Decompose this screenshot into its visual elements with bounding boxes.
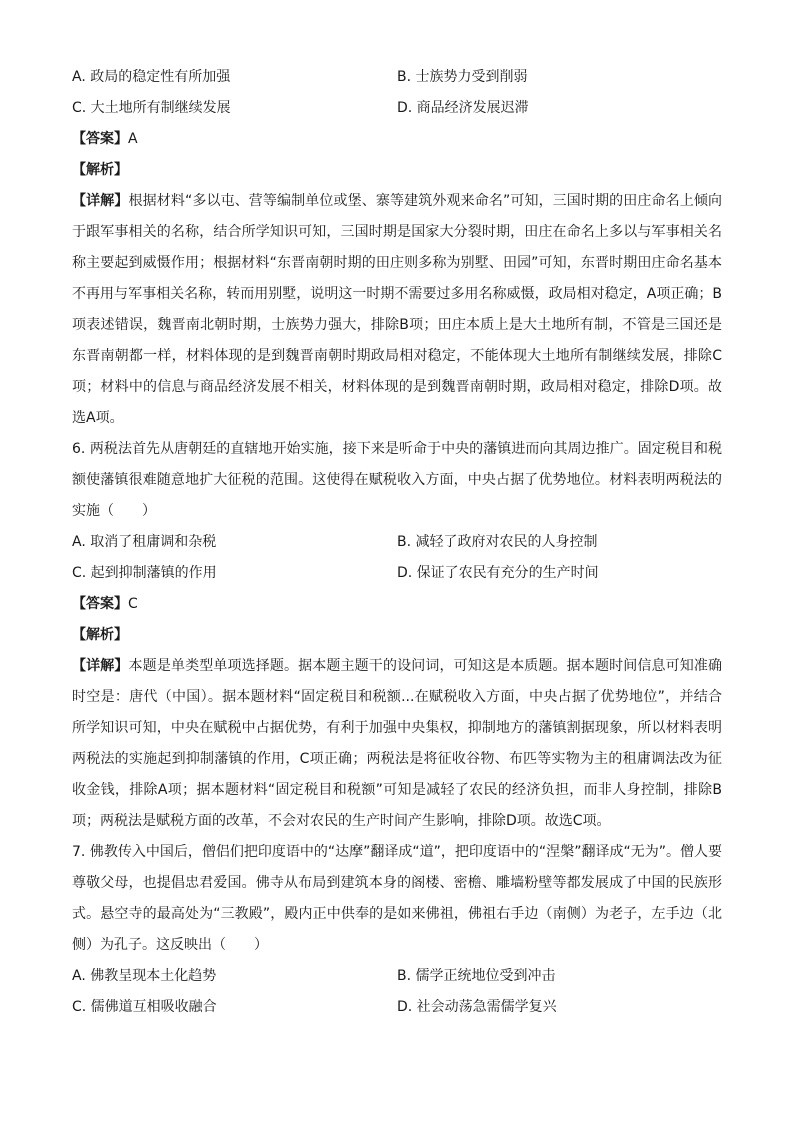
q5-options-row-1 <box>72 62 722 93</box>
q7-options-row-1 <box>72 961 722 992</box>
q6-option-c: C. 起到抑制藩镇的作用 <box>72 565 217 581</box>
q5-option-c: C. 大土地所有制继续发展 <box>72 100 231 116</box>
q5-answer-line <box>72 124 722 155</box>
q6-option-d: D. 保证了农民有充分的生产时间 <box>397 565 599 581</box>
q6-answer-value: C <box>128 596 138 612</box>
q5-option-b: B. 士族势力受到削弱 <box>397 69 528 85</box>
q5-answer-tag: 【答案】 <box>72 131 128 147</box>
q6-options-row-1 <box>72 527 722 558</box>
q6-options-row-2 <box>72 558 722 589</box>
q5-answer-value: A <box>128 131 138 147</box>
q6-option-a: A. 取消了租庸调和杂税 <box>72 534 217 550</box>
document-page <box>72 62 722 1023</box>
q7-option-b: B. 儒学正统地位受到冲击 <box>397 968 556 984</box>
q7-options-row-2 <box>72 992 722 1023</box>
q6-analysis-tag: 【解析】 <box>72 627 128 643</box>
q7-stem: 7. 佛教传入中国后，僧侣们把印度语中的“达摩”翻译成“道”，把印度语中的“涅槃”翻译成“无为”。僧人要尊敬父母，也提倡忠君爱国。佛寺从布局到建筑本身的阁楼、密檐、雕墙粉壁等都发展成了中国的民族形式。悬空寺的最高处为“三教殿”，殿内正中供奉的是如来佛祖，佛祖右手边（南侧）为老子，左手边（北侧）为孔子。这反映出（ ） <box>72 844 722 953</box>
q7-option-d: D. 社会动荡急需儒学复兴 <box>397 999 557 1015</box>
q6-detail-tag: 【详解】 <box>72 658 129 674</box>
q5-analysis-tag: 【解析】 <box>72 162 128 178</box>
q5-options-row-2 <box>72 93 722 124</box>
q5-detail-text: 根据材料“多以屯、营等编制单位或堡、寨等建筑外观来命名”可知，三国时期的田庄命名上倾向于跟军事相关的名称，结合所学知识可知，三国时期是国家大分裂时期，田庄在命名上多以与军事相关名称主要起到威慑作用；根据材料“东晋南朝时期的田庄则多称为别墅、田园”可知，东晋时期田庄命名基本不再用与军事相关名称，转而用别墅，说明这一时期不需要过多用名称威慑，政局相对稳定，A项正确；B项表述错误，魏晋南北朝时期，士族势力强大，排除B项；田庄本质上是大土地所有制，不管是三国还是东晋南朝都一样，材料体现的是到魏晋南朝时期政局相对稳定，不能体现大土地所有制继续发展，排除C项；材料中的信息与商品经济发展不相关，材料体现的是到魏晋南朝时期，政局相对稳定，排除D项。故选A项。 <box>72 193 722 426</box>
q6-stem: 6. 两税法首先从唐朝廷的直辖地开始实施，接下来是听命于中央的藩镇进而向其周边推广。固定税目和税额使藩镇很难随意地扩大征税的范围。这使得在赋税收入方面，中央占据了优势地位。材料表明两税法的实施（ ） <box>72 441 722 519</box>
q7-option-a: A. 佛教呈现本土化趋势 <box>72 968 217 984</box>
q5-detail-tag: 【详解】 <box>72 193 129 209</box>
q6-answer-tag: 【答案】 <box>72 596 128 612</box>
q5-option-a: A. 政局的稳定性有所加强 <box>72 69 231 85</box>
q6-detail-text: 本题是单类型单项选择题。据本题主题干的设问词，可知这是本质题。据本题时间信息可知准确时空是：唐代（中国）。据本题材料“固定税目和税额...在赋税收入方面，中央占据了优势地位”，并结合所学知识可知，中央在赋税中占据优势，有利于加强中央集权，抑制地方的藩镇割据现象，所以材料表明两税法的实施起到抑制藩镇的作用，C项正确；两税法是将征收谷物、布匹等实物为主的租庸调法改为征收金钱，排除A项；据本题材料“固定税目和税额”可知是减轻了农民的经济负担，而非人身控制，排除B项；两税法是赋税方面的改革，不会对农民的生产时间产生影响，排除D项。故选C项。 <box>72 658 723 829</box>
q7-option-c: C. 儒佛道互相吸收融合 <box>72 999 217 1015</box>
q5-detail <box>72 186 722 434</box>
q5-option-d: D. 商品经济发展迟滞 <box>397 100 529 116</box>
q6-answer-line <box>72 589 722 620</box>
q6-detail <box>72 651 722 837</box>
q6-option-b: B. 减轻了政府对农民的人身控制 <box>397 534 598 550</box>
